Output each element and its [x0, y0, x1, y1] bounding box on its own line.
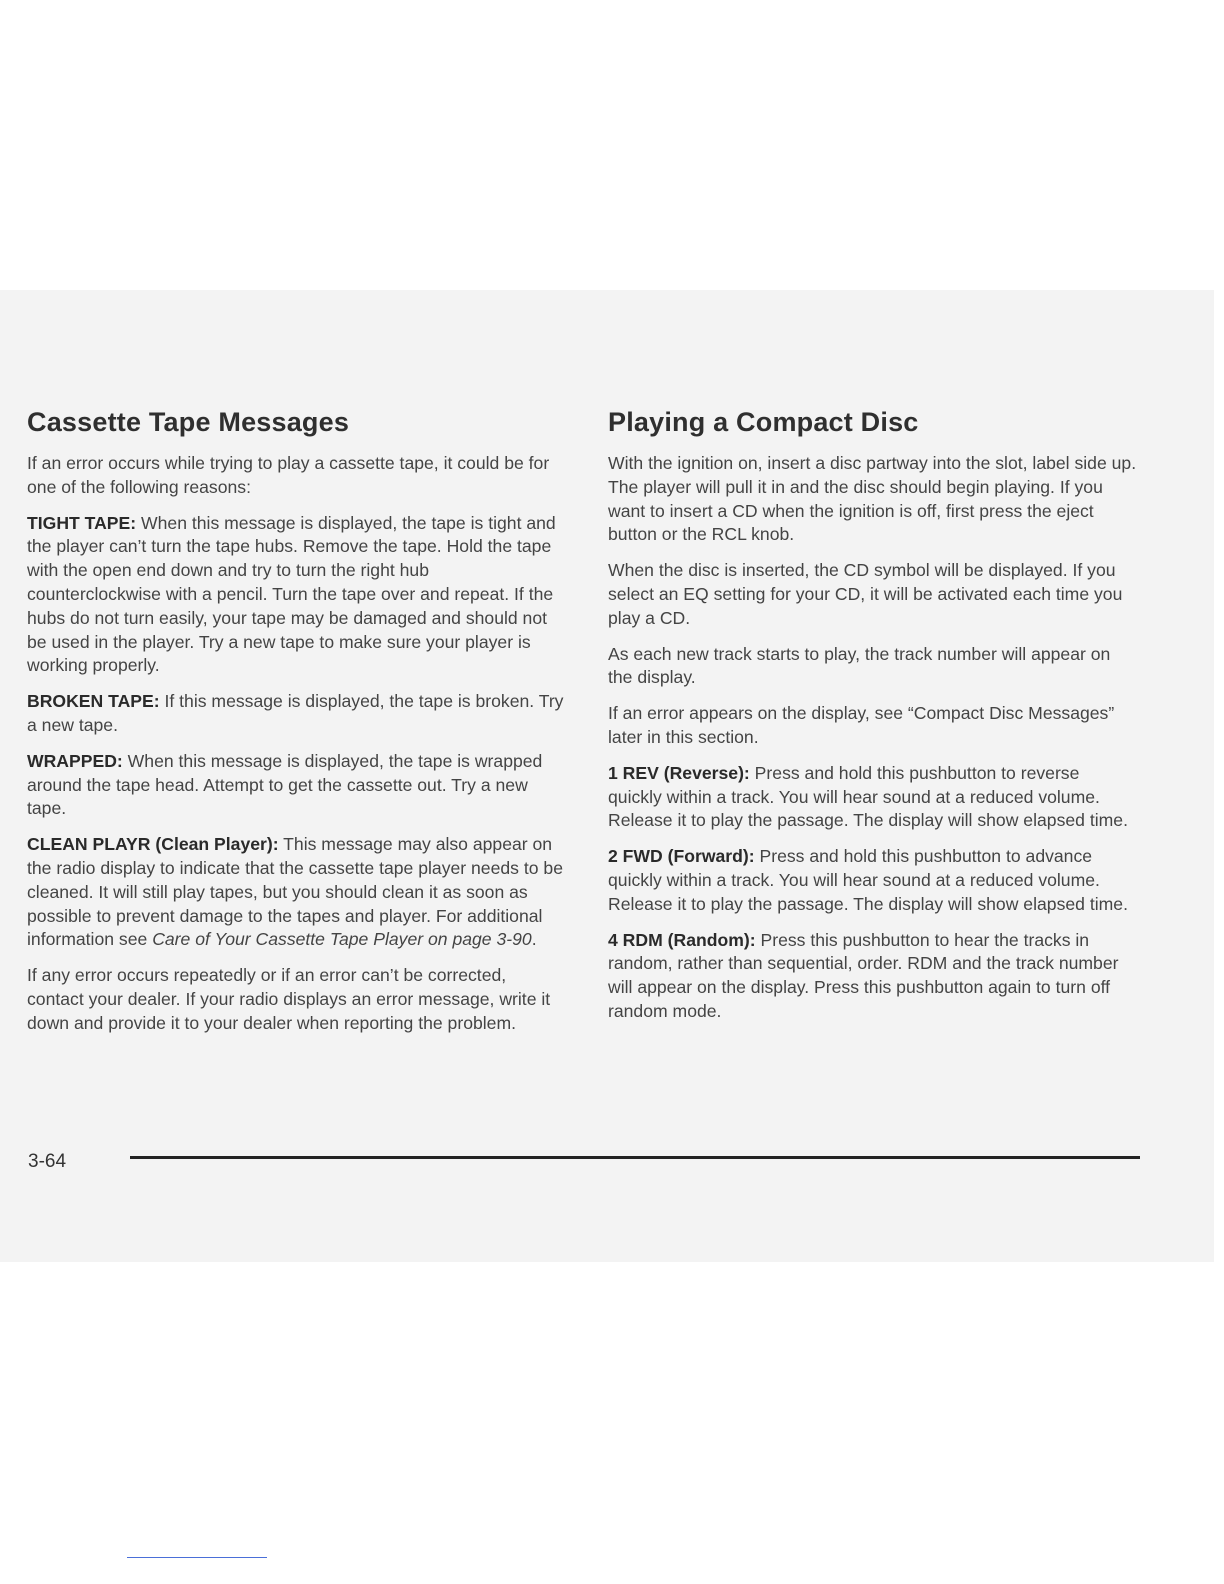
- fwd-term: 2 FWD (Forward):: [608, 846, 755, 867]
- tight-tape-term: TIGHT TAPE:: [27, 512, 137, 533]
- cd-section-title: Playing a Compact Disc: [608, 407, 919, 437]
- clean-player-term: CLEAN PLAYR (Clean Player):: [27, 834, 279, 855]
- left-column: [27, 407, 567, 1048]
- clean-player-paragraph: [27, 833, 567, 952]
- rdm-paragraph: [608, 929, 1138, 1024]
- broken-tape-text: If this message is displayed, the tape is broken. Try a new tape.: [27, 691, 564, 735]
- page-number: 3-64: [28, 1151, 67, 1172]
- wrapped-text: When this message is displayed, the tape is wrapped around the tape head. Attempt to get the cassette out. Try a new tape.: [27, 750, 543, 819]
- broken-tape-term: BROKEN TAPE:: [27, 691, 160, 712]
- cd-symbol-paragraph: When the disc is inserted, the CD symbol will be displayed. If you select an EQ setting for your CD, it will be activated each time you play a CD.: [608, 560, 1123, 628]
- clean-player-text: This message may also appear on the radio display to indicate that the cassette tape player needs to be cleaned. It will still play tapes, but you should clean it as soon as possible to prevent damage to the tapes and player. For additional information see: [27, 834, 563, 950]
- repeated-error-paragraph: If any error occurs repeatedly or if an error can’t be corrected, contact your dealer. If your radio displays an error message, write it down and provide it to your dealer when reporting the problem.: [27, 965, 551, 1033]
- fwd-text: Press and hold this pushbutton to advance quickly within a track. You will hear sound at a reduced volume. Release it to play the passage. The display will show elapsed time.: [608, 846, 1128, 914]
- right-column: [608, 407, 1138, 1036]
- broken-tape-paragraph: [27, 690, 567, 738]
- fwd-paragraph: [608, 845, 1138, 916]
- rev-paragraph: [608, 762, 1138, 833]
- bottom-link-line: [127, 1557, 267, 1558]
- clean-player-end: .: [531, 929, 537, 950]
- rdm-term: 4 RDM (Random):: [608, 929, 756, 950]
- cd-insert-paragraph: With the ignition on, insert a disc partway into the slot, label side up. The player will pull it in and the disc should begin playing. If you want to insert a CD when the ignition is off, first press the eject button or the RCL knob.: [608, 453, 1137, 545]
- cassette-care-reference: Care of Your Cassette Tape Player on page 3-90: [152, 929, 532, 950]
- cassette-section-title: Cassette Tape Messages: [27, 407, 350, 437]
- rev-term: 1 REV (Reverse):: [608, 762, 750, 783]
- wrapped-paragraph: [27, 750, 567, 821]
- footer-rule: [130, 1156, 1140, 1159]
- cassette-intro: If an error occurs while trying to play a cassette tape, it could be for one of the following reasons:: [27, 453, 550, 497]
- wrapped-term: WRAPPED:: [27, 750, 123, 771]
- tight-tape-paragraph: [27, 512, 567, 679]
- tight-tape-text: When this message is displayed, the tape is tight and the player can’t turn the tape hubs. Remove the tape. Hold the tape with the open end down and try to turn the right hub counterclockwise with a pencil. Turn the tape over and repeat. If the hubs do not turn easily, your tape may be damaged and should not be used in the player. Try a new tape to make sure your player is working properly.: [27, 512, 556, 676]
- rev-text: Press and hold this pushbutton to reverse quickly within a track. You will hear sound at a reduced volume. Release it to play the passage. The display will show elapsed time.: [608, 762, 1128, 831]
- track-number-paragraph: As each new track starts to play, the track number will appear on the display.: [608, 643, 1111, 688]
- cd-error-paragraph: If an error appears on the display, see “Compact Disc Messages” later in this section.: [608, 703, 1115, 747]
- rdm-text: Press this pushbutton to hear the tracks in random, rather than sequential, order. RDM and the track number will appear on the display. Press this pushbutton again to turn off random mode.: [608, 929, 1119, 1021]
